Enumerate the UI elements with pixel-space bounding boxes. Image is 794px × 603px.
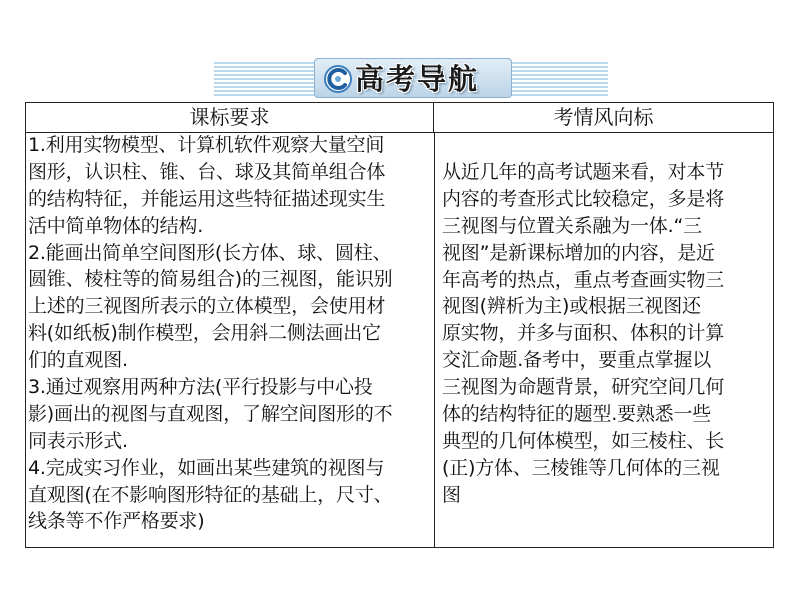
table-header-row [26, 103, 773, 133]
requirements-table [25, 102, 774, 548]
header-curriculum-requirements: 课标要求 [26, 103, 434, 132]
trend-line: 从近几年的高考试题来看，对本节 [442, 161, 725, 183]
requirement-line: 直观图(在不影响图形特征的基础上，尺寸、 [28, 483, 393, 506]
requirement-line: 圆锥、棱柱等的简易组合)的三视图，能识别 [28, 268, 393, 291]
trend-line: 内容的考查形式比较稳定，多是将 [442, 187, 725, 210]
trend-line: 体的结构特征的题型.要熟悉一些 [442, 403, 712, 426]
requirement-line: 2.能画出简单空间图形(长方体、球、圆柱、 [28, 241, 392, 264]
trend-line: 视图”是新课标增加的内容，是近 [442, 241, 715, 264]
exam-trends-cell [442, 159, 770, 509]
requirement-line: 们的直观图. [28, 349, 128, 372]
requirement-line: 4.完成实习作业，如画出某些建筑的视图与 [28, 456, 385, 479]
requirement-line: 图形，认识柱、锥、台、球及其简单组合体 [28, 160, 386, 183]
banner-title: 高考导航 [355, 62, 480, 96]
trend-line: 年高考的热点，重点考查画实物三 [442, 268, 725, 291]
trend-line: 交汇命题.备考中，要重点掌握以 [442, 349, 712, 372]
requirement-line: 料(如纸板)制作模型，会用斜二侧法画出它 [28, 322, 381, 345]
requirement-line: 影)画出的视图与直观图，了解空间图形的不 [28, 402, 393, 425]
trend-line: 原实物，并多与面积、体积的计算 [442, 322, 725, 345]
section-banner [214, 58, 608, 98]
trend-line: 图 [442, 483, 461, 506]
column-divider [434, 132, 435, 547]
banner-tab [314, 58, 512, 98]
requirement-line: 同表示形式. [28, 429, 128, 452]
requirement-line: 1.利用实物模型、计算机软件观察大量空间 [28, 134, 385, 156]
trend-line: 三视图与位置关系融为一体.“三 [442, 214, 702, 237]
trend-line: (正)方体、三棱锥等几何体的三视 [442, 456, 720, 479]
circular-swirl-icon [323, 64, 353, 94]
requirement-line: 活中简单物体的结构. [28, 214, 204, 237]
requirement-line: 3.通过观察用两种方法(平行投影与中心投 [28, 376, 373, 399]
requirement-line: 的结构特征，并能运用这些特征描述现实生 [28, 187, 386, 210]
curriculum-requirements-cell [28, 132, 432, 535]
requirement-line: 上述的三视图所表示的立体模型，会使用材 [28, 295, 386, 318]
trend-line: 三视图为命题背景，研究空间几何 [442, 376, 725, 399]
header-exam-trends: 考情风向标 [553, 105, 654, 129]
trend-line: 视图(辨析为主)或根据三视图还 [442, 295, 701, 318]
trend-line: 典型的几何体模型，如三棱柱、长 [442, 429, 725, 452]
requirement-line: 线条等不作严格要求) [28, 510, 205, 533]
